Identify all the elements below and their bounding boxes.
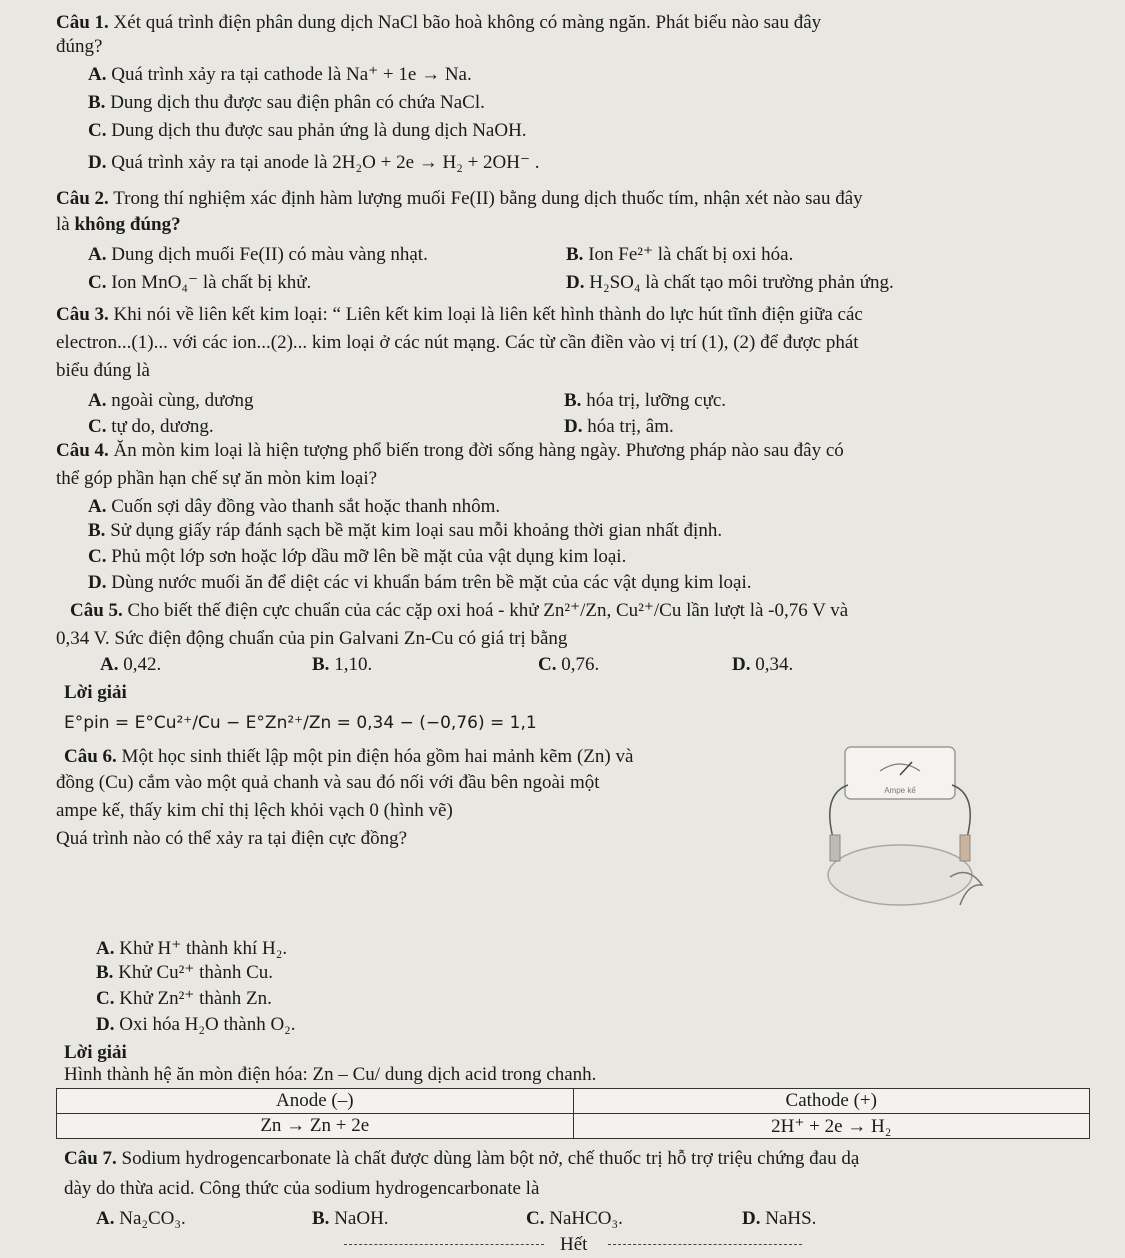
q1-option-b-text: Dung dịch thu được sau điện phân có chứa NaCl. [110,92,485,113]
q4-option-b-label: B. [88,520,106,541]
q6-solution-text: Hình thành hệ ăn mòn điện hóa: Zn – Cu/ dung dịch acid trong chanh. [64,1064,597,1085]
q4-label: Câu 4. [56,440,109,461]
q7-option-d-text: NaHS. [765,1208,817,1229]
q5-option-d-text: 0,34. [755,654,794,675]
q6-option-d-text: Oxi hóa H₂O thành O₂. [119,1014,296,1035]
q3-stem-line3: biểu đúng là [56,360,150,381]
q6-option-c [96,988,272,1010]
q2-option-d-label: D. [566,272,585,293]
q5-stem-line1 [70,600,848,622]
q5-option-b [312,654,372,676]
q2-option-a-text: Dung dịch muối Fe(II) có màu vàng nhạt. [111,244,428,265]
q2-stem-line1 [56,188,863,210]
q5-option-b-label: B. [312,654,330,675]
q6-option-b [96,962,273,984]
q5-stem: Cho biết thế điện cực chuẩn của các cặp oxi hoá - khử Zn²⁺/Zn, Cu²⁺/Cu lần lượt là -0,76 V và [127,600,849,621]
q6-option-d-label: D. [96,1014,115,1035]
q7-option-d-label: D. [742,1208,761,1229]
q7-option-c-label: C. [526,1208,545,1229]
q6-stem-line2: đồng (Cu) cắm vào một quả chanh và sau đó nối với đầu bên ngoài một [56,772,600,793]
q5-option-b-text: 1,10. [334,654,373,675]
q4-option-d-text: Dùng nước muối ăn để diệt các vi khuẩn bám trên bề mặt của các vật dụng kim loại. [111,572,752,593]
q6-option-a [96,938,287,960]
q7-option-a-label: A. [96,1208,115,1229]
q6-option-a-text: Khử H⁺ thành khí H₂. [119,938,288,959]
q3-option-c [88,416,214,438]
q6-stem-line4: Quá trình nào có thể xảy ra tại điện cực đồng? [56,828,408,849]
q1-stem-line2: đúng? [56,36,103,57]
q4-option-b-text: Sử dụng giấy ráp đánh sạch bề mặt kim loại sau mỗi khoảng thời gian nhất định. [110,520,723,541]
q6-option-c-label: C. [96,988,115,1009]
q4-option-c-text: Phủ một lớp sơn hoặc lớp dầu mỡ lên bề mặt của vật dụng kim loại. [111,546,627,567]
q7-option-b [312,1208,389,1230]
q1-option-c-label: C. [88,120,107,141]
q6-label: Câu 6. [64,746,117,767]
q3-option-d-text: hóa trị, âm. [587,416,674,437]
q2-option-c [88,272,311,294]
q2-stem-pre: là [56,214,75,235]
q4-option-a [88,496,500,518]
q1-option-d-text: Quá trình xảy ra tại anode là 2H₂O + 2e → H₂ + 2OH⁻ . [111,152,540,173]
q1-label: Câu 1. [56,12,109,33]
q7-option-b-text: NaOH. [334,1208,389,1229]
q7-option-d [742,1208,816,1230]
q7-stem-line1 [64,1148,859,1170]
q5-option-a-text: 0,42. [123,654,162,675]
lemon [828,845,972,905]
ammeter-label: Ampe kế [884,786,916,795]
q3-option-c-label: C. [88,416,107,437]
q3-stem-line2: electron...(1)... với các ion...(2)... kim loại ở các nút mạng. Các từ cần điền vào vị trí (1), (2) để được phát [56,332,859,353]
q6-solution-title: Lời giải [64,1042,127,1063]
q5-option-c-label: C. [538,654,557,675]
q2-option-d-text: H₂SO₄ là chất tạo môi trường phản ứng. [589,272,894,293]
q2-option-a [88,244,428,266]
q3-option-c-text: tự do, dương. [111,416,214,437]
q2-option-c-text: Ion MnO₄⁻ là chất bị khử. [111,272,312,293]
copper-electrode [960,835,970,861]
q2-option-b [566,244,793,266]
q4-stem-line2: thể góp phần hạn chế sự ăn mòn kim loại? [56,468,378,489]
q2-stem: Trong thí nghiệm xác định hàm lượng muối Fe(II) bằng dung dịch thuốc tím, nhận xét nào sau đây [113,188,863,209]
q2-option-c-label: C. [88,272,107,293]
q5-stem-line2: 0,34 V. Sức điện động chuẩn của pin Galvani Zn-Cu có giá trị bằng [56,628,568,649]
q2-label: Câu 2. [56,188,109,209]
zinc-electrode [830,835,840,861]
q7-label: Câu 7. [64,1148,117,1169]
q4-option-a-text: Cuốn sợi dây đồng vào thanh sắt hoặc thanh nhôm. [111,496,501,517]
q4-stem-line1 [56,440,844,462]
q4-option-c-label: C. [88,546,107,567]
q5-label: Câu 5. [70,600,123,621]
q5-solution-formula: E°pin = E°Cu²⁺/Cu − E°Zn²⁺/Zn = 0,34 − (−0,76) = 1,1 [64,713,537,733]
q5-option-c-text: 0,76. [561,654,600,675]
q1-option-a [88,64,472,86]
cathode-header: Cathode (+) [573,1089,1090,1114]
lemon-battery-figure [800,735,1000,915]
q2-option-a-label: A. [88,244,107,265]
anode-reaction: Zn → Zn + 2e [57,1114,574,1139]
q1-option-a-text: Quá trình xảy ra tại cathode là Na⁺ + 1e → Na. [111,64,472,85]
q4-option-b [88,520,722,542]
q2-option-d [566,272,894,294]
q1-stem-line1 [56,12,821,34]
q3-option-d [564,416,674,438]
q7-stem-line2: dày do thừa acid. Công thức của sodium hydrogencarbonate là [64,1178,540,1199]
anode-header: Anode (–) [57,1089,574,1114]
q6-option-b-text: Khử Cu²⁺ thành Cu. [118,962,273,983]
table-row [57,1114,1090,1139]
q1-option-a-label: A. [88,64,107,85]
q4-option-a-label: A. [88,496,107,517]
q3-option-a-label: A. [88,390,107,411]
q1-option-c-text: Dung dịch thu được sau phản ứng là dung dịch NaOH. [111,120,527,141]
q6-option-a-label: A. [96,938,115,959]
q5-option-c [538,654,599,676]
q3-option-b-text: hóa trị, lưỡng cực. [586,390,727,411]
q2-option-b-label: B. [566,244,584,265]
q3-option-a [88,390,253,412]
q2-option-b-text: Ion Fe²⁺ là chất bị oxi hóa. [588,244,794,265]
q1-option-d [88,152,540,174]
cathode-reaction: 2H⁺ + 2e → H₂ [573,1114,1090,1139]
q7-option-a-text: Na₂CO₃. [119,1208,186,1229]
q4-option-d-label: D. [88,572,107,593]
q5-option-a-label: A. [100,654,119,675]
q3-label: Câu 3. [56,304,109,325]
q6-stem-line1 [64,746,633,768]
q5-option-d-label: D. [732,654,751,675]
q7-option-b-label: B. [312,1208,330,1229]
q5-option-d [732,654,793,676]
q1-option-b-label: B. [88,92,106,113]
q3-option-a-text: ngoài cùng, dương [111,390,254,411]
q3-option-b [564,390,726,412]
q1-option-d-label: D. [88,152,107,173]
q6-option-d [96,1014,296,1036]
q6-option-c-text: Khử Zn²⁺ thành Zn. [119,988,272,1009]
footer-rule-left [344,1244,544,1245]
q6-stem: Một học sinh thiết lập một pin điện hóa gồm hai mảnh kẽm (Zn) và [121,746,634,767]
table-header-row [57,1089,1090,1114]
q2-stem-emphasis: không đúng? [74,214,181,235]
q7-option-a [96,1208,186,1230]
q6-stem-line3: ampe kế, thấy kim chỉ thị lệch khỏi vạch 0 (hình vẽ) [56,800,453,821]
lemon-battery-drawing [800,735,1000,915]
footer-end-text: Hết [560,1234,588,1255]
q1-stem: Xét quá trình điện phân dung dịch NaCl bão hoà không có màng ngăn. Phát biểu nào sau đây [113,12,822,33]
q7-option-c-text: NaHCO₃. [549,1208,623,1229]
q1-option-b [88,92,485,114]
q4-stem: Ăn mòn kim loại là hiện tượng phổ biến trong đời sống hàng ngày. Phương pháp nào sau đây có [113,440,844,461]
q7-stem: Sodium hydrogencarbonate là chất được dùng làm bột nở, chế thuốc trị hỗ trợ triệu chứng đau dạ [121,1148,860,1169]
q1-option-c [88,120,527,142]
q3-stem-line1 [56,304,863,326]
q2-stem-line2 [56,214,181,236]
q3-stem: Khi nói về liên kết kim loại: “ Liên kết kim loại là liên kết hình thành do lực hút tĩnh điện giữa các [113,304,863,325]
q5-option-a [100,654,161,676]
q5-solution-title: Lời giải [64,682,127,703]
footer-rule-right [608,1244,802,1245]
q3-option-b-label: B. [564,390,582,411]
q4-option-d [88,572,752,594]
q7-option-c [526,1208,623,1230]
q6-option-b-label: B. [96,962,114,983]
q3-option-d-label: D. [564,416,583,437]
electrode-reaction-table [56,1088,1090,1139]
q4-option-c [88,546,626,568]
